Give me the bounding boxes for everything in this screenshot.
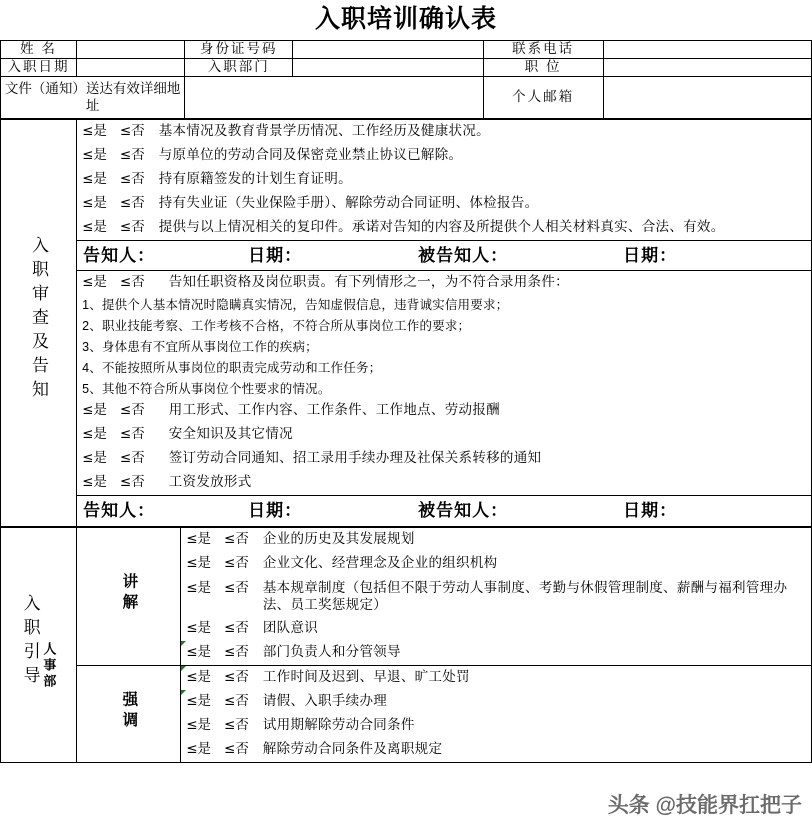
checkbox-yes-icon[interactable]: ≤ [82,274,94,290]
checkbox-no-label: 否 [131,146,145,162]
label-informee: 被告知人： [418,501,509,521]
list-item-label: 团队意识 [262,619,319,635]
group-label-emphasize-text: 强调 [120,690,138,732]
label-informer-date: 日期： [248,245,303,265]
checkbox-no-label: 否 [131,122,145,138]
checkbox-pair[interactable] [82,122,145,141]
checkbox-yes-icon[interactable]: ≤ [82,170,94,187]
table-row [1,41,812,59]
list-item-label: 试用期解除劳动合同条件 [262,716,415,732]
checkbox-pair[interactable] [186,579,249,598]
checkbox-yes-label: 是 [93,274,107,289]
checkbox-yes-label: 是 [197,740,212,756]
label-phone: 联系电话 [483,41,603,59]
checkbox-pair[interactable] [82,218,145,237]
list-item-label: 持有失业证（失业保险手册）、解除劳动合同证明、体检报告。 [158,194,539,210]
checkbox-pair[interactable] [82,170,145,189]
checkbox-yes-label: 是 [93,218,107,234]
list-item[interactable] [77,399,811,423]
checklist [77,120,811,240]
checkbox-no-icon[interactable]: ≤ [119,170,132,187]
list-item[interactable] [181,552,811,576]
label-position: 职 位 [483,58,603,76]
list-item[interactable] [77,216,811,240]
checkbox-pair[interactable] [186,740,249,759]
table-row [1,76,812,118]
clause-item: 4、不能按照所从事岗位的职责完成劳动和工作任务； [82,360,382,375]
onboarding-guidance-table [0,527,812,763]
checkbox-yes-icon[interactable]: ≤ [186,619,198,636]
checkbox-no-label: 否 [235,668,249,684]
checkbox-yes-label: 是 [93,402,107,418]
list-item-label: 企业的历史及其发展规划 [262,530,415,546]
field-entry-date-value[interactable] [77,58,185,76]
group-label-explain [77,527,181,665]
label-informer-date: 日期： [248,501,303,521]
comment-marker-icon [181,666,186,671]
table-row [1,58,812,76]
checkbox-no-icon[interactable]: ≤ [119,218,132,235]
table-row [1,119,812,240]
section-label-review [1,119,77,526]
checkbox-yes-icon[interactable]: ≤ [82,122,94,139]
qualification-notice-block [77,271,812,496]
checkbox-yes-label: 是 [197,716,212,732]
list-item[interactable] [77,447,811,471]
emphasize-checklist-block [181,665,812,762]
checkbox-no-icon[interactable]: ≤ [224,579,236,596]
list-item-label: 持有原籍签发的计划生育证明。 [158,170,352,186]
signature-row-2 [77,496,812,526]
checkbox-no-label: 否 [235,740,249,756]
checkbox-no-label: 否 [131,474,145,490]
checkbox-pair[interactable] [186,668,249,687]
label-informee-date: 日期： [623,501,678,521]
list-item-label: 部门负责人和分管领导 [262,643,401,659]
checkbox-yes-icon[interactable]: ≤ [82,218,94,235]
list-item-label: 企业文化、经营理念及企业的组织机构 [262,554,498,570]
checkbox-no-label: 否 [235,619,249,635]
checkbox-pair[interactable] [186,643,249,662]
checkbox-no-label: 否 [131,426,145,442]
checkbox-yes-label: 是 [93,426,107,442]
list-item[interactable] [77,192,811,216]
list-item-label: 安全知识及其它情况 [168,426,293,442]
checkbox-no-label: 否 [235,643,249,659]
clause-item: 5、其他不符合所从事岗位个性要求的情况。 [82,381,331,396]
table-row [1,240,812,270]
list-item-label: 告知任职资格及岗位职责。有下列情形之一，为不符合录用条件： [168,274,569,289]
checkbox-no-icon[interactable]: ≤ [119,122,132,139]
checkbox-no-label: 否 [235,716,249,732]
list-item[interactable] [77,471,811,495]
label-entry-date: 入职日期 [1,58,77,76]
list-item[interactable] [77,423,811,447]
field-email-value[interactable] [603,76,811,118]
checkbox-yes-label: 是 [197,692,212,708]
label-department: 入职部门 [185,58,293,76]
table-row [1,527,812,665]
list-item-label: 解除劳动合同条件及离职规定 [262,740,443,756]
checkbox-yes-icon[interactable]: ≤ [82,146,94,163]
label-name: 姓 名 [1,41,77,59]
comment-marker-icon [181,641,186,646]
checkbox-yes-label: 是 [197,619,212,635]
checkbox-no-label: 否 [131,450,145,466]
checkbox-yes-icon[interactable]: ≤ [186,740,198,757]
watermark: 头条 @技能界扛把子 [607,794,802,817]
label-informer: 告知人： [83,245,156,265]
list-item[interactable] [77,271,811,295]
checkbox-no-label: 否 [235,530,249,546]
checkbox-no-icon[interactable]: ≤ [224,668,236,685]
checkbox-no-icon[interactable]: ≤ [119,450,132,467]
checkbox-no-icon[interactable]: ≤ [119,474,132,491]
list-item-label: 与原单位的劳动合同及保密竞业禁止协议已解除。 [158,146,463,162]
list-item[interactable] [181,528,811,552]
section-label-guidance [1,527,77,762]
label-email: 个人邮箱 [483,76,603,118]
checkbox-pair[interactable] [82,425,145,444]
checkbox-pair[interactable] [186,619,249,638]
table-row [1,496,812,526]
checkbox-yes-label: 是 [197,668,212,684]
checkbox-no-label: 否 [131,402,145,418]
checkbox-yes-label: 是 [197,643,212,659]
checkbox-no-icon[interactable]: ≤ [224,740,236,757]
explain-checklist-block [181,527,812,665]
checkbox-pair[interactable] [82,449,145,468]
checkbox-yes-icon[interactable]: ≤ [186,692,198,709]
checkbox-yes-label: 是 [197,554,212,570]
checkbox-no-icon[interactable]: ≤ [224,692,236,709]
checkbox-no-icon[interactable]: ≤ [224,716,236,733]
employee-info-table [0,40,812,119]
list-item[interactable] [181,576,811,617]
checkbox-no-icon[interactable]: ≤ [119,274,132,290]
page-title: 入职培训确认表 [314,6,497,33]
checkbox-no-icon[interactable]: ≤ [119,194,132,211]
checkbox-no-icon[interactable]: ≤ [224,643,236,660]
checkbox-yes-icon[interactable]: ≤ [186,643,198,660]
checkbox-no-label: 否 [235,692,249,708]
checkbox-yes-icon[interactable]: ≤ [82,474,94,491]
group-label-explain-text: 讲解 [120,573,138,615]
field-position-value[interactable] [603,58,811,76]
list-item[interactable] [181,690,811,714]
checkbox-yes-icon[interactable]: ≤ [186,579,198,596]
checkbox-no-label: 否 [131,274,145,289]
clause-item: 3、身体患有不宜所从事岗位工作的疾病； [82,339,318,354]
checkbox-pair[interactable] [82,194,145,213]
checkbox-pair[interactable] [82,273,145,292]
checkbox-yes-icon[interactable]: ≤ [82,450,94,467]
field-department-value[interactable] [293,58,483,76]
checkbox-yes-label: 是 [197,530,212,546]
checkbox-no-label: 否 [235,554,249,570]
label-mailing-address: 文件（通知）送达有效详细地址 [1,76,185,118]
checkbox-yes-label: 是 [197,579,212,595]
checkbox-yes-icon[interactable]: ≤ [186,716,198,733]
list-item-label: 工作时间及迟到、早退、旷工处罚 [262,668,470,684]
signature-row-1 [77,240,812,270]
comment-marker-icon [181,690,186,695]
checkbox-yes-label: 是 [93,194,107,210]
list-item-label: 基本情况及教育背景学历情况、工作经历及健康状况。 [158,122,490,138]
checkbox-yes-icon[interactable]: ≤ [186,530,198,547]
checkbox-pair[interactable] [186,530,249,549]
checkbox-yes-label: 是 [93,122,107,138]
review-checklist-block [77,119,812,240]
checkbox-yes-icon[interactable]: ≤ [186,668,198,685]
checkbox-yes-label: 是 [93,170,107,186]
list-item[interactable] [77,168,811,192]
clause-item: 1、提供个人基本情况时隐瞒真实情况，告知虚假信息，违背诚实信用要求； [82,298,509,312]
field-name-value[interactable] [77,41,185,59]
group-label-emphasize [77,665,181,762]
checkbox-no-icon[interactable]: ≤ [119,426,132,443]
checkbox-yes-icon[interactable]: ≤ [82,194,94,211]
checkbox-no-label: 否 [131,218,145,234]
onboarding-review-table [0,119,812,527]
field-mailing-address-value[interactable] [185,76,483,118]
list-item-label: 工资发放形式 [168,474,252,490]
checkbox-pair[interactable] [82,146,145,165]
checkbox-yes-label: 是 [93,146,107,162]
list-item[interactable] [181,738,811,762]
list-item-label: 请假、入职手续办理 [262,692,388,708]
checkbox-no-icon[interactable]: ≤ [224,554,236,571]
list-item[interactable] [77,144,811,168]
checkbox-pair[interactable] [186,716,249,735]
section-label-guidance-dept: 人事部 [41,642,57,691]
checkbox-yes-label: 是 [93,474,107,490]
label-informee: 被告知人： [418,245,509,265]
checkbox-no-icon[interactable]: ≤ [224,619,236,636]
list-item-label: 提供与以上情况相关的复印件。承诺对告知的内容及所提供个人相关材料真实、合法、有效。 [158,218,725,234]
checkbox-no-icon[interactable]: ≤ [119,402,132,419]
list-item[interactable] [181,617,811,641]
checkbox-pair[interactable] [82,401,145,420]
checkbox-pair[interactable] [186,554,249,573]
checkbox-yes-icon[interactable]: ≤ [82,426,94,443]
checkbox-no-label: 否 [131,170,145,186]
checkbox-yes-label: 是 [93,450,107,466]
table-row [1,665,812,762]
checkbox-no-label: 否 [235,579,249,595]
list-item-label: 用工形式、工作内容、工作条件、工作地点、劳动报酬 [168,402,500,418]
list-item[interactable] [181,714,811,738]
field-phone-value[interactable] [603,41,811,59]
list-item[interactable] [77,120,811,144]
list-item-label: 签订劳动合同通知、招工录用手续办理及社保关系转移的通知 [168,450,542,466]
clause-item: 2、职业技能考察、工作考核不合格，不符合所从事岗位工作的要求； [82,318,471,333]
checkbox-no-icon[interactable]: ≤ [119,146,132,163]
field-id-number-value[interactable] [293,41,483,59]
checkbox-no-icon[interactable]: ≤ [224,530,236,547]
label-informee-date: 日期： [623,245,678,265]
label-informer: 告知人： [83,501,156,521]
checkbox-no-label: 否 [131,194,145,210]
list-item[interactable] [181,641,811,665]
table-row [1,271,812,496]
section-label-review-text: 入职审查及告知 [29,236,49,405]
section-label-guidance-text: 入职引导 [20,594,40,691]
list-item[interactable] [181,666,811,690]
checkbox-pair[interactable] [82,473,145,492]
label-id-number: 身份证号码 [185,41,293,59]
checkbox-pair[interactable] [186,692,249,711]
checkbox-yes-icon[interactable]: ≤ [186,554,198,571]
list-item-label: 基本规章制度（包括但不限于劳动人事制度、考勤与休假管理制度、薪酬与福利管理办法、员工奖惩规定） [262,579,788,613]
checkbox-yes-icon[interactable]: ≤ [82,402,94,419]
